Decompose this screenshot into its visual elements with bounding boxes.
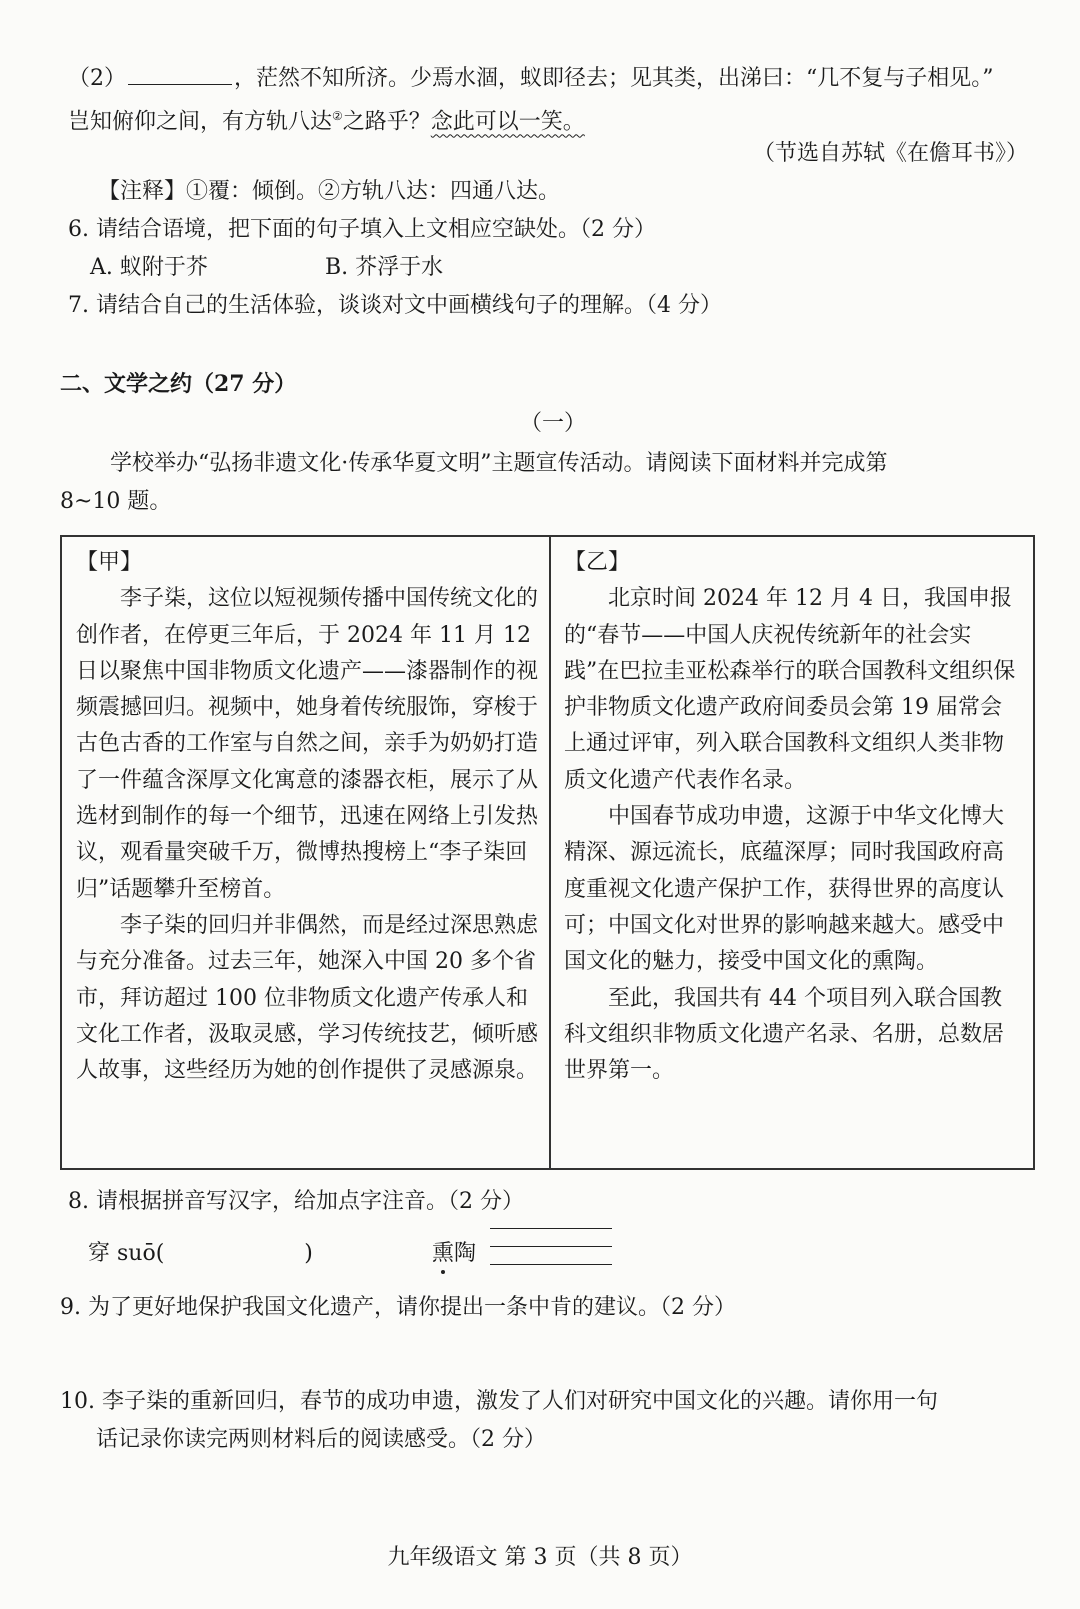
section-title: 二、文学之约（27 分） (60, 371, 297, 397)
option-b: B. 芥浮于水 (325, 255, 444, 280)
question-10-line-2: 话记录你读完两则材料后的阅读感受。（2 分） (96, 1427, 546, 1452)
intro-line-2: 8~10 题。 (60, 489, 172, 514)
material-b-paragraph: 北京时间 2024 年 12 月 4 日，我国申报的“春节——中国人庆祝传统新年的社会实践”在巴拉圭亚松森举行的联合国教科文组织保护非物质文化遗产政府间委员会第 19 届常会上通过评审，列入联合国教科文组织人类非物质文化遗产代表作名录。 (564, 586, 1016, 793)
material-b-paragraph: 至此，我国共有 44 个项目列入联合国教科文组织非物质文化遗产名录、名册，总数居世界第一。 (564, 985, 1005, 1084)
note-mark: ② (332, 109, 343, 123)
q8-item-2 (432, 1238, 476, 1270)
answer-line[interactable] (490, 1228, 612, 1229)
q8-item-1 (88, 1238, 313, 1270)
question-7: 7. 请结合自己的生活体验，谈谈对文中画横线句子的理解。（4 分） (68, 293, 722, 318)
pinyin-prompt: 穿 suō( (88, 1241, 165, 1266)
materials-box (60, 535, 1035, 1170)
answer-line[interactable] (490, 1246, 612, 1247)
material-a-label: 【甲】 (76, 550, 143, 575)
notes: 【注释】①覆：倾倒。②方轨八达：四通八达。 (98, 179, 561, 204)
material-a-paragraph: 李子柒，这位以短视频传播中国传统文化的创作者，在停更三年后，于 2024 年 11 月 12 日以聚焦中国非物质文化遗产——漆器制作的视频震撼回归。视频中，她身着传统服饰，穿梭于古色古香的工作室与自然之间，亲手为奶奶打造了一件蕴含深厚文化寓意的漆器衣柜，展示了从选材到制作的每一个细节，迅速在网络上引发热议，观看量突破千万，微博热搜榜上“李子柒回归”话题攀升至榜首。 (76, 586, 539, 902)
material-b (564, 545, 1022, 1089)
column-divider (549, 537, 551, 1168)
intro-line-1: 学校举办“弘扬非遗文化·传承华夏文明”主题宣传活动。请阅读下面材料并完成第 (110, 451, 888, 476)
passage-line-2 (68, 100, 585, 138)
question-6: 6. 请结合语境，把下面的句子填入上文相应空缺处。（2 分） (68, 217, 656, 242)
paren-close: ) (304, 1241, 313, 1266)
material-b-label: 【乙】 (564, 550, 631, 575)
answer-line[interactable] (490, 1264, 612, 1265)
page-footer: 九年级语文 第 3 页（共 8 页） (387, 1545, 693, 1570)
section-subtitle: （一） (520, 411, 587, 436)
source-citation: （节选自苏轼《在儋耳书》） (752, 141, 1028, 166)
material-a (76, 545, 538, 1089)
material-b-paragraph: 中国春节成功申遗，这源于中华文化博大精深、源远流长，底蕴深厚；同时我国政府高度重视文化遗产保护工作，获得世界的高度认可；中国文化对世界的影响越来越大。感受中国文化的魅力，接受中国文化的熏陶。 (564, 804, 1005, 975)
question-8: 8. 请根据拼音写汉字，给加点字注音。（2 分） (68, 1189, 524, 1214)
question-10-line-1: 10. 李子柒的重新回归，春节的成功申遗，激发了人们对研究中国文化的兴趣。请你用一句 (60, 1389, 938, 1414)
character: 陶 (454, 1241, 477, 1266)
passage-text: 之路乎？ (342, 109, 431, 135)
fill-blank[interactable] (128, 62, 232, 85)
material-a-paragraph: 李子柒的回归并非偶然，而是经过深思熟虑与充分准备。过去三年，她深入中国 20 多个省市，拜访超过 100 位非物质文化遗产传承人和文化工作者，汲取灵感，学习传统技艺，倾听感人故事，这些经历为她的创作提供了灵感源泉。 (76, 912, 539, 1084)
underlined-sentence: 念此可以一笑。 (430, 109, 585, 135)
option-a: A. 蚁附于芥 (90, 255, 208, 280)
passage-line-1 (68, 62, 994, 95)
dotted-character: 熏 (432, 1241, 455, 1266)
passage-text: 岂知俯仰之间，有方轨八达 (68, 109, 333, 135)
question-9: 9. 为了更好地保护我国文化遗产，请你提出一条中肯的建议。（2 分） (60, 1295, 736, 1320)
q2-label: （2） (68, 66, 126, 91)
passage-text: ，茫然不知所济。少焉水涸，蚁即径去；见其类，出涕曰：“几不复与子相见。” (234, 66, 994, 91)
